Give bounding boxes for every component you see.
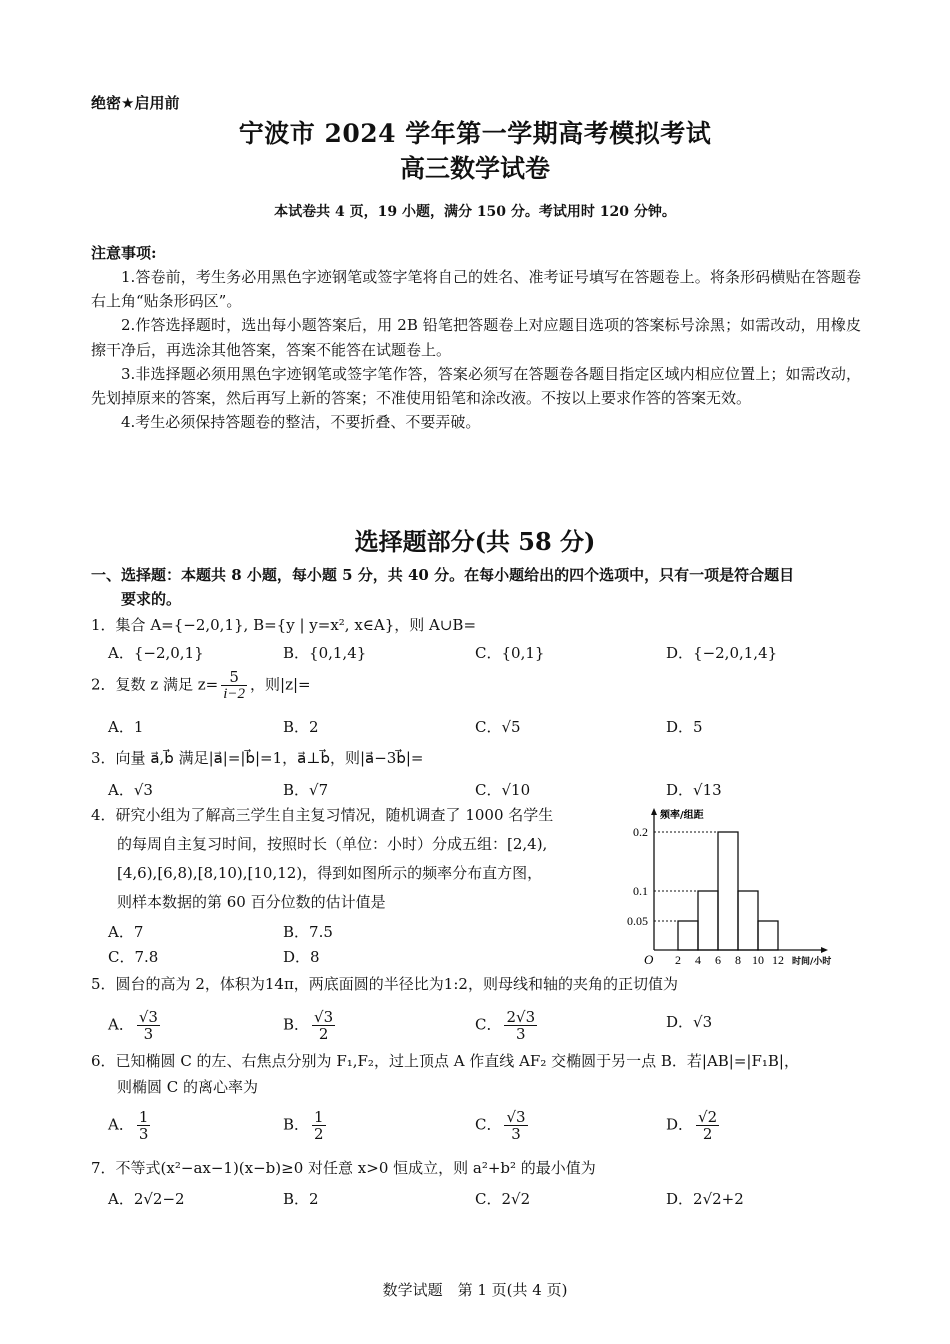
option-a: A．{−2,0,1} <box>108 644 204 662</box>
notice-item: 2.作答选择题时，选出每小题答案后，用 2B 铅笔把答题卷上对应题目选项的答案标号涂黑；如需改动，用橡皮擦干净后，再选涂其他答案，答案不能答在试题卷上。 <box>91 316 861 359</box>
options-7 <box>108 1188 868 1212</box>
x-axis-arrow-icon <box>821 947 828 953</box>
options-1 <box>108 642 868 666</box>
option-b: B．7.5 <box>283 923 333 941</box>
exam-title: 宁波市 2024 学年第一学期高考模拟考试 <box>238 119 712 148</box>
section-title: 选择题部分(共 58 分) <box>354 527 596 556</box>
question-stem: 圆台的高为 2，体积为14π，两底面圆的半径比为1:2，则母线和轴的夹角的正切值为 <box>115 975 678 993</box>
options-5 <box>108 1001 868 1045</box>
options-4-row2 <box>108 946 508 970</box>
svg-text:10: 10 <box>752 953 764 967</box>
question-number: 5． <box>91 975 116 993</box>
svg-text:频率/组距: 频率/组距 <box>660 810 704 821</box>
question-2 <box>91 669 871 702</box>
option-a: A．√3 <box>108 781 153 799</box>
option-d: D．8 <box>283 948 320 966</box>
question-4 <box>91 801 601 917</box>
option-c: C．√5 <box>475 718 521 736</box>
options-4-row1 <box>108 921 508 945</box>
question-6 <box>91 1050 871 1098</box>
option-c: C．7.8 <box>108 948 159 966</box>
option-a: A． $\frac{1}{3}$ <box>108 1108 149 1143</box>
option-c: C．√10 <box>475 781 531 799</box>
question-stem-suffix: ，则|z|= <box>250 675 311 694</box>
question-number: 1． <box>91 616 116 634</box>
notice-heading: 注意事项: <box>91 244 157 262</box>
option-b: B． $\frac{1}{2}$ <box>283 1108 324 1143</box>
part-instructions <box>91 563 861 611</box>
svg-text:0.2: 0.2 <box>633 825 648 839</box>
y-axis-arrow-icon <box>651 808 657 815</box>
question-stem: 集合 A={−2,0,1}, B={y | y=x², x∈A}，则 A∪B= <box>115 616 477 634</box>
option-d: D．5 <box>666 718 703 736</box>
svg-text:0.1: 0.1 <box>633 884 648 898</box>
question-number: 3． <box>91 749 116 767</box>
option-d: D．{−2,0,1,4} <box>666 644 778 662</box>
option-b: B． $\frac{√3}{2}$ <box>283 1008 334 1043</box>
svg-text:2: 2 <box>675 953 681 967</box>
option-c: C． $\frac{2√3}{3}$ <box>475 1008 536 1043</box>
question-number: 2． <box>91 675 116 694</box>
question-5 <box>91 973 871 995</box>
secret-label: 绝密★启用前 <box>91 94 180 112</box>
question-stem-prefix: 复数 z 满足 z= <box>115 675 219 694</box>
question-stem: 不等式(x²−ax−1)(x−b)≥0 对任意 x>0 恒成立，则 a²+b² 的最小值为 <box>115 1159 596 1177</box>
notice-item: 4.考生必须保持答题卷的整洁，不要折叠、不要弄破。 <box>121 413 481 432</box>
option-b: B．2 <box>283 1190 319 1208</box>
question-stem: 向量 a⃗,b⃗ 满足|a⃗|=|b⃗|=1，a⃗⊥b⃗，则|a⃗−3b⃗|= <box>115 749 424 767</box>
option-b: B．{0,1,4} <box>283 644 367 662</box>
histogram-svg <box>618 808 853 968</box>
notice-list <box>91 265 861 434</box>
exam-info: 本试卷共 4 页，19 小题，满分 150 分。考试用时 120 分钟。 <box>274 204 676 220</box>
option-a: A． $\frac{√3}{3}$ <box>108 1008 158 1043</box>
question-3 <box>91 747 871 769</box>
svg-text:0.05: 0.05 <box>627 914 648 928</box>
option-d: D．√3 <box>666 1013 713 1031</box>
option-c: C．{0,1} <box>475 644 545 662</box>
question-line: 的每周自主复习时间，按照时长（单位：小时）分成五组：[2,4), <box>117 835 548 853</box>
part-line: 要求的。 <box>121 590 182 608</box>
question-1 <box>91 614 871 636</box>
svg-text:O: O <box>644 952 654 967</box>
part-line: 一、选择题：本题共 8 小题，每小题 5 分，共 40 分。在每小题给出的四个选项中，只有一项是符合题目 <box>91 566 795 584</box>
frequency-histogram <box>618 808 853 972</box>
question-number: 7． <box>91 1159 116 1177</box>
svg-text:8: 8 <box>735 953 741 967</box>
question-line: 研究小组为了解高三学生自主复习情况，随机调查了 1000 名学生 <box>115 806 554 824</box>
question-line: [4,6),[6,8),[8,10),[10,12)，得到如图所示的频率分布直方图， <box>117 864 543 882</box>
options-3 <box>108 779 868 803</box>
option-b: B．2 <box>283 718 319 736</box>
option-b: B．√7 <box>283 781 329 799</box>
question-line: 则样本数据的第 60 百分位数的估计值是 <box>117 893 386 911</box>
option-d: D．2√2+2 <box>666 1190 744 1208</box>
notice-item: 3.非选择题必须用黑色字迹钢笔或签字笔作答，答案必须写在答题卷各题目指定区域内相应位置上；如需改动，先划掉原来的答案，然后再写上新的答案；不准使用铅笔和涂改液。不按以上要求作答的答案无效。 <box>91 364 861 408</box>
exam-subtitle: 高三数学试卷 <box>399 154 550 183</box>
option-a: A．7 <box>108 923 144 941</box>
option-c: C．2√2 <box>475 1190 531 1208</box>
option-d: D． $\frac{√2}{2}$ <box>666 1108 718 1143</box>
page-footer: 数学试题 第 1 页(共 4 页) <box>382 1281 568 1299</box>
notice-item: 1.答卷前，考生务必用黑色字迹钢笔或签字笔将自己的姓名、准考证号填写在答题卷上。将条形码横贴在答题卷右上角“贴条形码区”。 <box>91 268 861 311</box>
option-a: A．1 <box>108 718 144 736</box>
options-2 <box>108 716 868 740</box>
question-number: 4． <box>91 806 116 824</box>
options-6 <box>108 1103 868 1147</box>
question-7 <box>91 1157 871 1179</box>
svg-text:4: 4 <box>695 953 701 967</box>
question-line: 已知椭圆 C 的左、右焦点分别为 F₁,F₂，过上顶点 A 作直线 AF₂ 交椭圆于另一点 B．若|AB|=|F₁B|， <box>115 1052 799 1070</box>
svg-text:6: 6 <box>715 953 721 967</box>
svg-text:时间/小时: 时间/小时 <box>792 957 832 967</box>
question-number: 6． <box>91 1052 116 1070</box>
question-line: 则椭圆 C 的离心率为 <box>117 1078 259 1096</box>
option-a: A．2√2−2 <box>108 1190 185 1208</box>
svg-text:12: 12 <box>772 953 784 967</box>
option-d: D．√13 <box>666 781 722 799</box>
option-c: C． $\frac{√3}{3}$ <box>475 1108 526 1143</box>
fraction: $\frac{5}{i-2}$ <box>223 668 246 702</box>
